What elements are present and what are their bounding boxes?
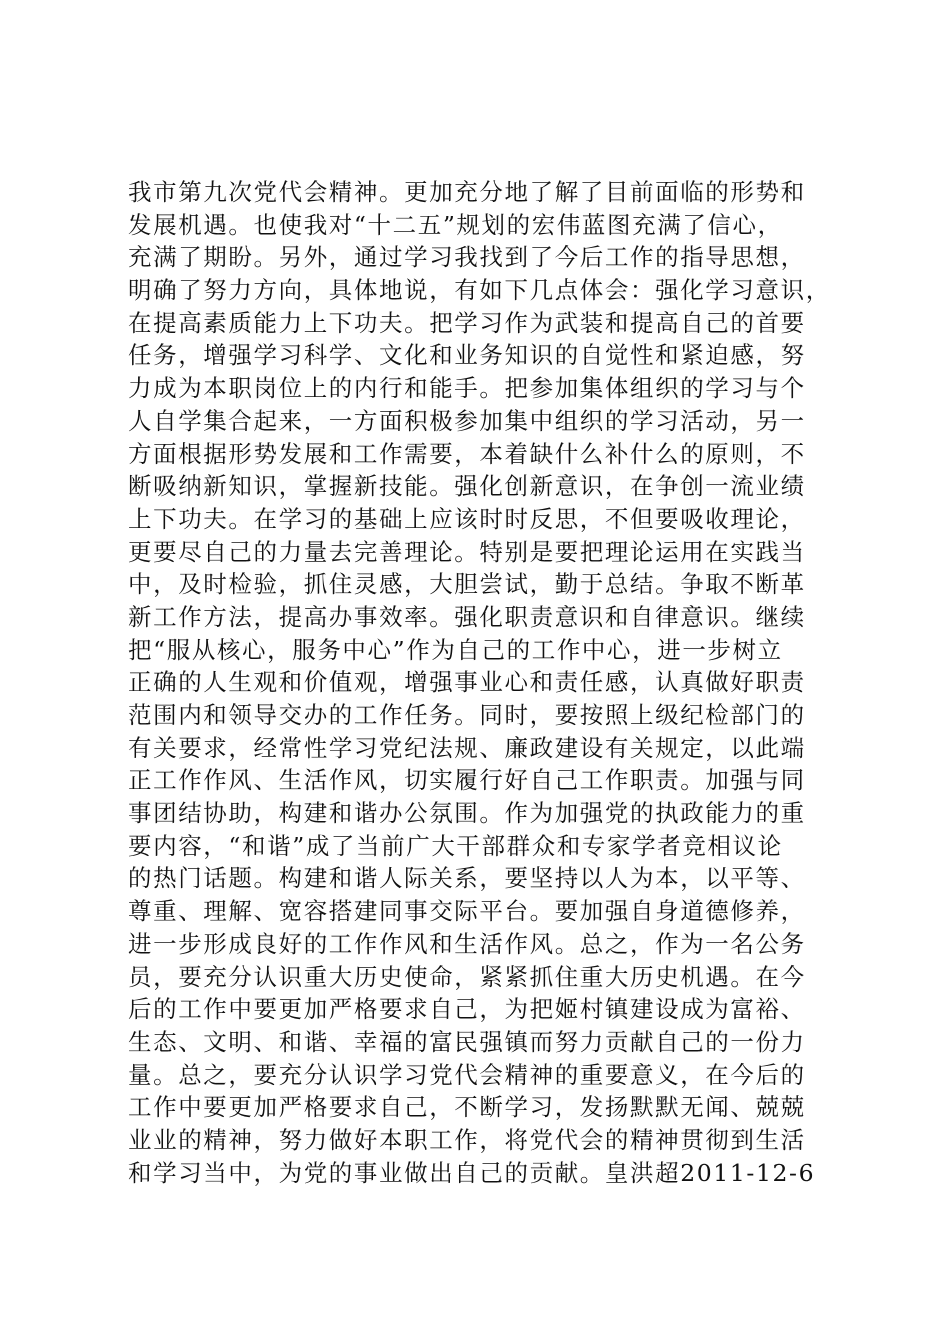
text-line: 要内容，“和谐”成了当前广大干部群众和专家学者竞相议论 — [128, 831, 783, 860]
text-line: 把“服从核心，服务中心”作为自己的工作中心，进一步树立 — [128, 635, 783, 664]
text-line: 范围内和领导交办的工作任务。同时，要按照上级纪检部门的 — [128, 701, 806, 729]
text-line: 生态、文明、和谐、幸福的富民强镇而努力贡献自己的一份力 — [128, 1027, 806, 1056]
text-line: 业业的精神，努力做好本职工作，将党代会的精神贯彻到生活 — [128, 1125, 806, 1154]
text-line: 我市第九次党代会精神。更加充分地了解了目前面临的形势和 — [128, 178, 806, 206]
text-line: 发展机遇。也使我对“十二五”规划的宏伟蓝图充满了信心， — [128, 210, 783, 239]
text-line: 正确的人生观和价值观，增强事业心和责任感，认真做好职责 — [128, 668, 806, 697]
text-line: 量。总之，要充分认识学习党代会精神的重要意义，在今后的 — [128, 1060, 806, 1089]
text-line: 尊重、理解、宽容搭建同事交际平台。要加强自身道德修养， — [128, 897, 806, 926]
text-line: 方面根据形势发展和工作需要，本着缺什么补什么的原则，不 — [128, 439, 806, 468]
text-line: 正工作作风、生活作风，切实履行好自己工作职责。加强与同 — [128, 766, 806, 795]
text-line: 上下功夫。在学习的基础上应该时时反思，不但要吸收理论， — [128, 504, 806, 533]
text-line: 更要尽自己的力量去完善理论。特别是要把理论运用在实践当 — [128, 537, 806, 566]
text-line: 员，要充分认识重大历史使命，紧紧抓住重大历史机遇。在今 — [128, 962, 806, 991]
body-text — [128, 176, 848, 1189]
text-line: 新工作方法，提高办事效率。强化职责意识和自律意识。继续 — [128, 602, 806, 631]
text-line: 进一步形成良好的工作作风和生活作风。总之，作为一名公务 — [128, 929, 806, 958]
text-line: 人自学集合起来，一方面积极参加集中组织的学习活动，另一 — [128, 406, 806, 435]
text-line: 和学习当中，为党的事业做出自己的贡献。皇洪超2011-12-6 — [128, 1158, 816, 1187]
text-line: 中，及时检验，抓住灵感，大胆尝试，勤于总结。争取不断革 — [128, 570, 806, 599]
text-line: 断吸纳新知识，掌握新技能。强化创新意识，在争创一流业绩 — [128, 472, 806, 501]
text-line: 的热门话题。构建和谐人际关系，要坚持以人为本，以平等、 — [128, 864, 806, 893]
text-line: 后的工作中要更加严格要求自己，为把姬村镇建设成为富裕、 — [128, 995, 806, 1024]
text-line: 充满了期盼。另外，通过学习我找到了今后工作的指导思想， — [128, 243, 806, 272]
text-line: 任务，增强学习科学、文化和业务知识的自觉性和紧迫感，努 — [128, 341, 806, 370]
text-line: 在提高素质能力上下功夫。把学习作为武装和提高自己的首要 — [128, 308, 806, 337]
text-line: 事团结协助，构建和谐办公氛围。作为加强党的执政能力的重 — [128, 799, 806, 828]
text-line: 有关要求，经常性学习党纪法规、廉政建设有关规定，以此端 — [128, 733, 806, 762]
text-line: 力成为本职岗位上的内行和能手。把参加集体组织的学习与个 — [128, 374, 806, 403]
text-line: 明确了努力方向，具体地说，有如下几点体会：强化学习意识， — [128, 276, 831, 305]
text-line: 工作中要更加严格要求自己，不断学习，发扬默默无闻、兢兢 — [128, 1093, 806, 1122]
